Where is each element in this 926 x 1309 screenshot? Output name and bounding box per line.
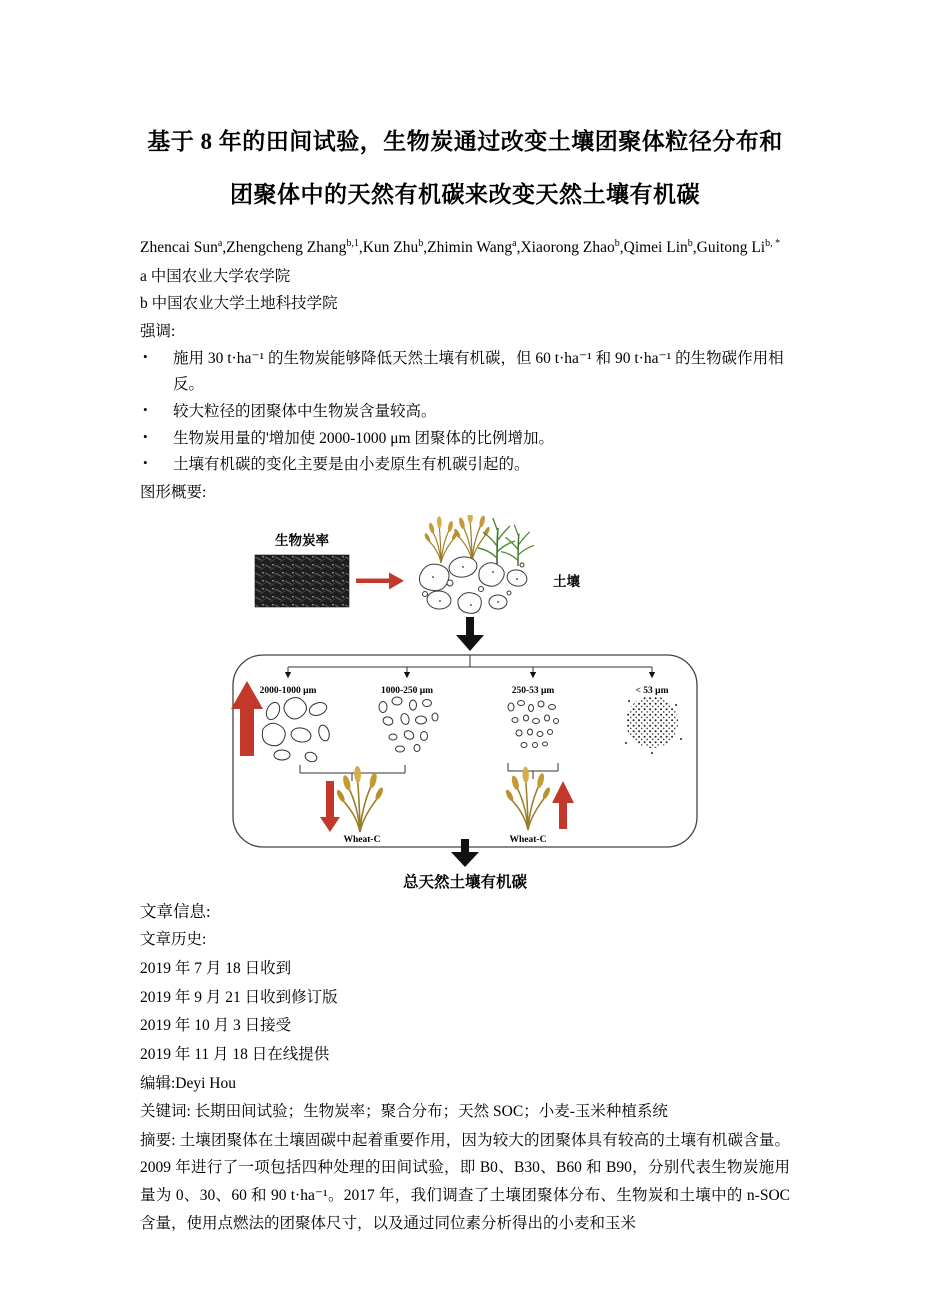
author: Zhengcheng Zhang$^{b,1}$, (226, 237, 363, 256)
highlight-item (140, 346, 790, 399)
aggregate-box (233, 655, 697, 847)
author: Qimei Lin$^b$, (623, 237, 697, 256)
bullet-icon: • (143, 428, 148, 444)
author-affiliation-mark: b (418, 237, 424, 249)
total-soc-label: 总天然土壤有机碳 (402, 873, 528, 891)
keywords-line: 关键词: 长期田间试验；生物炭率；聚合分布；天然 SOC；小麦-玉米种植系统 (140, 1103, 668, 1121)
author: Kun Zhu$^b$, (362, 237, 428, 256)
editor-line: 编辑:Deyi Hou (140, 1074, 237, 1092)
crop-plants-icon (424, 515, 535, 566)
highlight-item (140, 426, 790, 453)
history-online: 2019 年 11 月 18 日在线提供 (140, 1045, 330, 1063)
highlights-list (140, 346, 790, 479)
article-history-heading: 文章历史: (140, 931, 207, 949)
highlight-text: 生物炭用量的'增加使 2000-1000 μm 团聚体的比例增加。 (173, 429, 554, 447)
fraction-label-1: 2000-1000 μm (259, 685, 317, 696)
highlight-text: 施用 30 t·ha⁻¹ 的生物炭能够降低天然土壤有机碳，但 60 t·ha⁻¹ 和 90 t·ha⁻¹ 的生物碳作用相反。 (173, 349, 784, 394)
biochar-rate-label: 生物炭率 (275, 532, 329, 548)
highlights-heading: 强调: (140, 323, 176, 341)
bullet-icon: • (143, 348, 148, 364)
author-affiliation-mark: a (512, 237, 517, 249)
red-right-arrow-icon (356, 572, 404, 589)
author: Xiaorong Zhao$^b$, (520, 237, 624, 256)
fraction-label-2: 1000-250 μm (380, 685, 434, 696)
abstract-text: 摘要: 土壤团聚体在土壤固碳中起着重要作用，因为较大的团聚体具有较高的土壤有机碳含量。2009 年进行了一项包括四种处理的田间试验，即 B0、B30、B60 和 B90，分别代表生物炭施用量为 0、30、60 和 90 t·ha⁻¹。2017 年，我们调查了土壤团聚体分布、生物炭和土壤中的 n-SOC 含量，使用点燃法的团聚体尺寸，以及通过同位素分析得出的小麦和玉米 (140, 1131, 790, 1232)
affiliation-a: a 中国农业大学农学院 (140, 267, 291, 285)
highlight-item (140, 452, 790, 479)
author-affiliation-mark: a (217, 237, 223, 249)
author: Zhimin Wang$^a$, (427, 237, 521, 256)
down-arrow-icon (456, 617, 484, 651)
highlight-text: 较大粒径的团聚体中生物炭含量较高。 (173, 402, 437, 420)
author: Guitong $Li^{b, *}$ (696, 237, 781, 256)
wheat-c-label-1: Wheat-C (343, 834, 381, 845)
graphical-abstract-svg (225, 515, 705, 893)
history-revised: 2019 年 9 月 21 日收到修订版 (140, 988, 338, 1006)
biochar-image (255, 555, 349, 607)
author: Zhencai Sun$^a$, (140, 237, 227, 256)
author-affiliation-mark: b (614, 237, 620, 249)
paper-title: 基于 8 年的田间试验，生物炭通过改变土壤团聚体粒径分布和团聚体中的天然有机碳来改变天然土壤有机碳 (147, 129, 783, 207)
author-list (140, 234, 790, 261)
graphical-abstract-figure (140, 515, 790, 893)
highlight-item (140, 399, 790, 426)
soil-label: 土壤 (553, 573, 580, 589)
fraction-label-4: < 53 μm (635, 685, 669, 696)
bullet-icon: • (143, 401, 148, 417)
author-affiliation-mark: b, * (765, 237, 781, 249)
article-info-heading: 文章信息: (140, 901, 211, 921)
author-affiliation-mark: b (687, 237, 693, 249)
graphical-abstract-heading: 图形概要: (140, 483, 207, 501)
affiliation-b: b 中国农业大学土地科技学院 (140, 295, 338, 313)
soil-image (419, 554, 528, 613)
highlight-text: 土壤有机碳的变化主要是由小麦原生有机碳引起的。 (173, 456, 530, 474)
history-accepted: 2019 年 10 月 3 日接受 (140, 1017, 292, 1035)
fraction-label-3: 250-53 μm (511, 685, 555, 696)
wheat-c-label-2: Wheat-C (509, 834, 547, 845)
author-affiliation-mark: b,1 (346, 237, 359, 249)
history-received: 2019 年 7 月 18 日收到 (140, 959, 292, 977)
bullet-icon: • (143, 455, 148, 471)
